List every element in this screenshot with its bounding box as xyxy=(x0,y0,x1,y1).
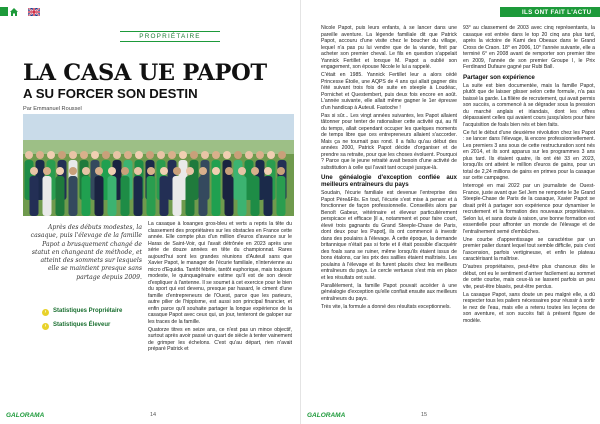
person-head xyxy=(256,151,264,159)
paragraph: C'était en 1985. Yannick Fertillet leur a alors cédé Princesse Étoile, une AQPS de 4 ans qui allait gagner dès l'été suivant trois fois de suite en steeple à Loudéac, Pornichet et Questembert, puis deux fois encore en août. L'année suivante, elle allait même gagner le 1er épreuve d'un handicap à Auteuil. Fastoche ! xyxy=(321,72,457,111)
brand-logo: GALORAMA xyxy=(6,412,45,419)
paragraph: Très vite, la formule a donné des résultats exceptionnels. xyxy=(321,303,451,310)
paragraph: La suite est bien documentée, mais la famille Papot, plutôt que de laisser glisser selon cette formule, n'a pas baissé la garde. La filière de recrutement, qui avait permis son succès, a commencé à se dégrader sous la pression du marché anglais et irlandais, dont les offres dépassaient celles qui avaient cours jusqu'alors pour faire l'acquisition de foals bien nés et bien faits. xyxy=(463,82,595,128)
person-head xyxy=(251,167,259,175)
person-figure xyxy=(186,176,195,216)
breeder-stats-label: Statistiques Éleveur xyxy=(53,322,111,328)
paragraph: Pas si sûr... Les vingt années suivantes, les Papot allaient tâtonner pour tenter de rationaliser cette activité qui, au fil du temps, allait cependant occuper les quelques moments de temps libre que ces entrepreneurs allaient s'accorder. Mais ça ne tournait pas rond. Il a fallu qu'au début des années 2000, Patrick Papot décide d'organiser et de prendre sa retraite, pour que les choses évoluent. Pourquoi ? Parce que le jeune retraité avait besoin d'une activité de substitution à celle qui l'avait tant occupé jusque-là. xyxy=(321,112,457,171)
paragraph: Une courbe d'apprentissage se caractérise par un premier palier durant lequel tout semble difficile, puis c'est l'ascension, parfois vertigineuse, et enfin le plateau caractérisant la maîtrise. xyxy=(463,236,595,262)
person-head xyxy=(58,151,66,159)
header-accent-bar xyxy=(0,7,8,16)
person-figure xyxy=(134,176,143,216)
person-head xyxy=(121,167,129,175)
person-head xyxy=(212,167,220,175)
page-number-right: 15 xyxy=(421,412,428,418)
person-head xyxy=(186,167,194,175)
person-figure xyxy=(173,176,182,216)
person-head xyxy=(82,167,90,175)
person-head xyxy=(43,167,51,175)
person-head xyxy=(134,167,142,175)
person-figure xyxy=(199,176,208,216)
owner-stats-link[interactable] xyxy=(42,308,122,316)
paragraph: Soudain, l'écurie familiale est devenue l'entreprise des Papot Père&Fils. En tout, l'écurie s'est mise à penser et à fonctionner de façon professionnelle. Conseillés alors par Benoît Gabeur, vétérinaire et éleveur particulièrement perspicace et efficace [il a, notamment et pour faire court, élevé trois gagnants du Grand Steeple-Chase de Paris, dont deux pour les Papot], ils ont commencé à investir dans des poulains à l'élevage. À cette époque, la demande britannique n'était pas si forte et il était possible d'acquérir des foals sans se ruiner, même lorsqu'ils étaient issus de bons étalons, car les prix des saillies étaient maîtrisés. Les poulains à l'élevage et ils furent placés chez les meilleurs entraîneurs du pays. Le cercle vertueux s'est mis en place et les résultats ont suivi. xyxy=(321,190,457,281)
person-head xyxy=(212,151,220,159)
person-head xyxy=(245,151,253,159)
byline: Par Emmanuel Roussel xyxy=(23,106,82,112)
person-head xyxy=(146,151,154,159)
paragraph: Interrogé en mai 2022 par un journaliste de Ouest-France, juste avant que Sel Jem ne remporte le 3e Grand Steeple-Chase de Paris de la casaque, Xavier Papot se disait prêt à partager son expérience pour dynamiser le recrutement et la formation des nouveaux propriétaires. Selon lui, et sans doute à raison, une bonne formation est essentielle pour affronter un monde de l'élevage et de l'entraînement semé d'embûches. xyxy=(463,183,595,235)
person-figure xyxy=(95,176,104,216)
person-head xyxy=(277,167,285,175)
paragraph: La casaque à losanges gros-bleu et verts a repris la tête du classement des propriétaires sur les obstacles en France cette année. Elle compte plus d'un million d'euros d'avance sur le Haras de Saint-Voir, qui l'avait détrônée en 2023 après une série de douze années en tête du championnat. Rares aujourd'hui sont les grandes réunions d'Auteuil sans que Xavier Papot, le manager de l'écurie familiale, n'intervienne au micro d'Equidia. Tantôt fébrile, tantôt euphorique, mais toujours modeste, le quinquagénaire estime qu'il est de son devoir d'expliquer à l'antenne. Il se soumet à cet exercice pour le bien du sport qui est devenu, presque par hasard, le ciment d'une famille d'entrepreneurs de l'Ouest, parce que les parieurs, autre pilier de l'hippisme, est aussi son principal financier, et enfin parce qu'il souhaite partager la longue expérience de la casaque Papot avec ceux qui, un jour, tenteront de galoper sur les traces de la famille. xyxy=(148,221,292,325)
person-head xyxy=(124,151,132,159)
person-figure xyxy=(238,176,247,216)
paragraph: Nicole Papot, puis leurs enfants, à se lancer dans une pareille aventure. La légende familiale dit que Patrick Papot, accouru d'une visite chez le boucher du village, lequel n'a pas pu lui vendre que de la viande, finit par acheter son premier cheval. Le fils en question s'appelait Yannick Fertillet et lorsque M. Papot a oublié son engagement, son épouse Nicole le lui a rappelé. xyxy=(321,25,457,70)
home-icon[interactable] xyxy=(9,7,19,17)
person-head xyxy=(223,151,231,159)
uk-flag-icon[interactable] xyxy=(28,8,40,16)
breeder-stats-link[interactable] xyxy=(42,322,110,330)
person-head xyxy=(264,167,272,175)
person-head xyxy=(69,167,77,175)
person-figure xyxy=(56,176,65,216)
person-head xyxy=(30,167,38,175)
person-head xyxy=(173,167,181,175)
person-figure xyxy=(108,176,117,216)
person-head xyxy=(147,167,155,175)
person-head xyxy=(160,167,168,175)
person-head xyxy=(267,151,275,159)
section-heading: Partager son expérience xyxy=(463,73,535,81)
person-head xyxy=(113,151,121,159)
section-heading: Une généalogie d'exception confiée aux meilleurs entraîneurs du pays xyxy=(321,174,457,188)
person-head xyxy=(179,151,187,159)
person-head xyxy=(234,151,242,159)
person-figure xyxy=(43,176,52,216)
section-label: ILS ONT FAIT L'ACTU xyxy=(500,7,600,17)
person-figure xyxy=(82,176,91,216)
person-figure xyxy=(264,176,273,216)
person-head xyxy=(36,151,44,159)
page-number-left: 14 xyxy=(150,412,157,418)
paragraph: Parallèlement, la famille Papot pouvait accéder à une généalogie d'exception qu'elle confiait ensuite aux meilleurs entraîneurs du pays. xyxy=(321,282,457,302)
brand-logo: GALORAMA xyxy=(307,412,346,419)
rubric-label: PROPRIÉTAIRE xyxy=(120,31,220,42)
person-head xyxy=(199,167,207,175)
person-head xyxy=(225,167,233,175)
person-head xyxy=(168,151,176,159)
person-figure xyxy=(69,176,78,216)
person-figure xyxy=(277,176,286,216)
person-figure xyxy=(212,176,221,216)
person-head xyxy=(102,151,110,159)
person-head xyxy=(157,151,165,159)
person-head xyxy=(238,167,246,175)
person-figure xyxy=(147,176,156,216)
person-figure xyxy=(225,176,234,216)
person-head xyxy=(278,151,286,159)
person-head xyxy=(201,151,209,159)
person-head xyxy=(95,167,103,175)
person-head xyxy=(80,151,88,159)
owner-stats-label: Statistiques Propriétaire xyxy=(53,308,123,314)
body-column-right-2 xyxy=(463,25,595,413)
right-page xyxy=(300,0,600,424)
person-head xyxy=(91,151,99,159)
person-figure xyxy=(160,176,169,216)
paragraph: D'autres propriétaires, peut-être plus chanceux dès le début, ont eu le sentiment d'arriver facilement au sommet de cette courbe, mais ceux-là se lassent parfois un peu vite, peut-être blasés, peut-être perdus. xyxy=(463,264,595,290)
paragraph: Quatorze titres en seize ans, ce n'est pas un mince objectif, surtout après avoir passé un quart de siècle à tenter vainement de grimper les échelons. C'est qu'au départ, rien n'avait préparé Patrick et xyxy=(148,326,292,352)
arrow-icon: › xyxy=(42,323,49,330)
person-figure xyxy=(30,176,39,216)
family-group-photo xyxy=(23,114,294,216)
person-head xyxy=(135,151,143,159)
person-head xyxy=(108,167,116,175)
person-head xyxy=(56,167,64,175)
person-head xyxy=(47,151,55,159)
article-subtitle: A SU FORCER SON DESTIN xyxy=(23,86,198,101)
person-head xyxy=(25,151,33,159)
person-figure xyxy=(251,176,260,216)
paragraph: La casaque Papot, sans doute un peu malgré elle, a dû respecter tous les paliers nécessaires pour réussir à sortir le nez de l'eau, mais elle a retenu toutes les leçons de son aventure, et son succès fait à présent figure de modèle. xyxy=(463,291,595,324)
paragraph: Ce fut le début d'une deuxième révolution chez les Papot : se lancer dans l'élevage, là encore professionnellement. Les premiers 3 ans sous de cette restructuration sont nés en 2014, et ils sont apparus sur les programmes 3 ans plus tard. Ils étaient quatre, ils ont été 33 en 2023, lorsqu'ils ont atteint le million d'euros de gains, pour un total de 2,24 millions de gains en primes pour la casaque sur cette campagne. xyxy=(463,129,595,181)
intro-text: Après des débuts modestes, la casaque, puis l'élevage de la famille Papot a brusquement changé de statut en changeant de méthode, et atteint des sommets sur lesquels elle se maintient presque sans partage depuis 2009. xyxy=(30,224,142,281)
person-head xyxy=(69,151,77,159)
arrow-icon: › xyxy=(42,309,49,316)
paragraph: 93° au classement de 2003 avec cinq représentants, la casaque est entrée dans le top 20 cinq ans plus tard, après la victoire de Kami des Obeaux dans le Grand Cross de Craon. 18° en 2006, 10° l'année suivante, elle a terminé 6° en 2008 avant de remporter son premier titre en 2009, l'année de son premier Groupe I, le Prix Ferdinand Dufaure gagné par Rubi Ball. xyxy=(463,25,595,70)
body-column-right-1 xyxy=(321,25,457,413)
person-figure xyxy=(121,176,130,216)
body-column-left xyxy=(148,221,292,411)
person-head xyxy=(190,151,198,159)
article-title: LA CASA UE PAPOT xyxy=(23,60,267,86)
